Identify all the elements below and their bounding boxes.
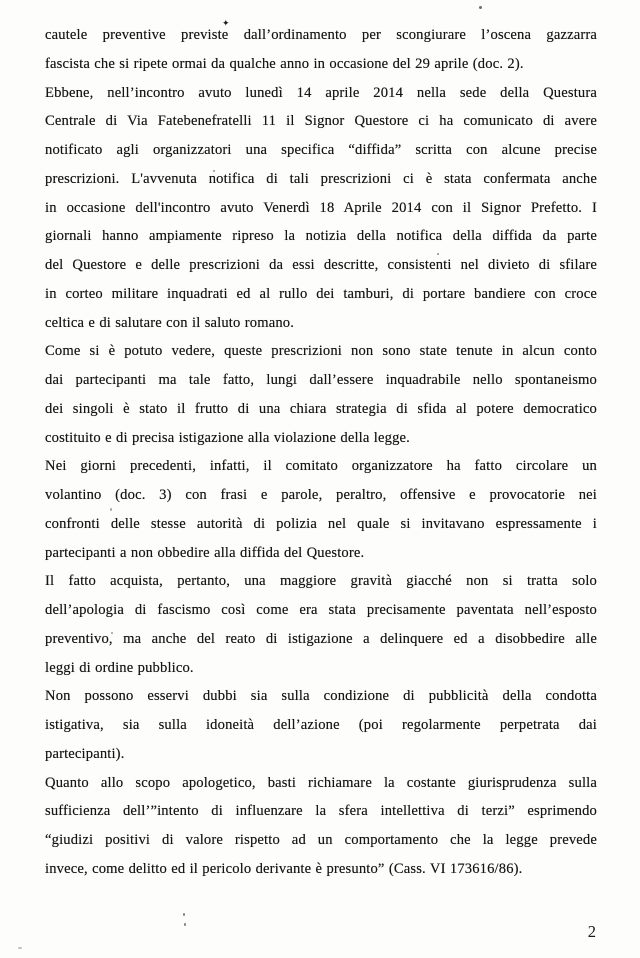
text-line: Centrale di Via Fatebenefratelli 11 il Signor Questore ci ha comunicato di avere bbox=[45, 113, 597, 130]
text-line: Come si è potuto vedere, queste prescrizioni non sono state tenute in alcun conto bbox=[45, 343, 597, 360]
text-line: partecipanti a non obbedire alla diffida del Questore. bbox=[45, 544, 365, 561]
paragraph bbox=[45, 18, 597, 79]
text-line: in occasione dell'incontro avuto Venerdì 18 Aprile 2014 con il Signor Prefetto. I bbox=[45, 199, 597, 216]
text-line: notificato agli organizzatori una specifica “diffida” scritta con alcune precise bbox=[45, 142, 597, 158]
text-line: Non possono esservi dubbi sia sulla condizione di pubblicità della condotta bbox=[45, 688, 597, 705]
text-line: istigativa, sia sulla idoneità dell’azione (poi regolarmente perpetrata dai bbox=[45, 717, 597, 733]
text-line: costituito e di precisa istigazione alla violazione della legge. bbox=[45, 429, 410, 446]
text-line: volantino (doc. 3) con frasi e parole, peraltro, offensive e provocatorie nei bbox=[45, 487, 597, 503]
text-line: Nei giorni precedenti, infatti, il comitato organizzatore ha fatto circolare un bbox=[45, 458, 597, 475]
text-line: celtica e di salutare con il saluto romano. bbox=[45, 314, 295, 331]
text-line: “giudizi positivi di valore rispetto ad un comportamento che la legge prevede bbox=[45, 832, 597, 848]
scan-speck bbox=[183, 913, 185, 916]
text-line: dai partecipanti ma tale fatto, lungi dall’essere inquadrabile nello spontaneismo bbox=[45, 372, 597, 388]
document-body bbox=[45, 18, 597, 884]
text-line: cautele preventive previste dall’ordinamento per scongiurare l’oscena gazzarra bbox=[45, 27, 597, 43]
paragraph bbox=[45, 337, 597, 452]
scan-speck bbox=[18, 947, 22, 949]
paragraph bbox=[45, 682, 597, 768]
text-line: dei singoli è stato il frutto di una chiara strategia di sfida al potere democratico bbox=[45, 400, 597, 417]
text-line: fascista che si ripete ormai da qualche anno in occasione del 29 aprile (doc. 2). bbox=[45, 55, 524, 72]
paragraph bbox=[45, 452, 597, 567]
text-line: preventivo, ma anche del reato di istigazione a delinquere ed a disobbedire alle bbox=[45, 630, 597, 647]
text-line: Quanto allo scopo apologetico, basti richiamare la costante giurisprudenza sulla bbox=[45, 774, 597, 791]
text-line: sufficienza dell’”intento di influenzare la sfera intellettiva di terzi” esprimendo bbox=[45, 803, 597, 820]
text-line: prescrizioni. L'avvenuta notifica di tali prescrizioni ci è stata confermata anche bbox=[45, 170, 597, 187]
text-line: invece, come delitto ed il pericolo derivante è presunto” (Cass. VI 173616/86). bbox=[45, 860, 523, 877]
text-line: Ebbene, nell’incontro avuto lunedì 14 aprile 2014 nella sede della Questura bbox=[45, 84, 597, 101]
scan-speck bbox=[479, 6, 482, 9]
page-number: 2 bbox=[587, 922, 596, 941]
text-line: dell’apologia di fascismo così come era stata precisamente paventata nell’esposto bbox=[45, 602, 597, 618]
text-line: confronti delle stesse autorità di polizia nel quale si invitavano espressamente i bbox=[45, 515, 597, 532]
text-line: partecipanti). bbox=[45, 745, 125, 762]
scan-speck bbox=[184, 923, 186, 926]
text-line: in corteo militare inquadrati ed al rullo dei tamburi, di portare bandiere con croce bbox=[45, 285, 597, 302]
text-line: Il fatto acquista, pertanto, una maggiore gravità giacché non si tratta solo bbox=[45, 573, 597, 590]
text-line: leggi di ordine pubblico. bbox=[45, 659, 194, 676]
text-line: del Questore e delle prescrizioni da essi descritte, consistenti nel divieto di sfilare bbox=[45, 257, 597, 273]
ink-mark: ✦ bbox=[222, 18, 230, 28]
paragraph bbox=[45, 567, 597, 682]
paragraph bbox=[45, 769, 597, 884]
paragraph bbox=[45, 79, 597, 338]
text-line: giornali hanno ampiamente ripreso la notizia della notifica della diffida da parte bbox=[45, 228, 597, 245]
